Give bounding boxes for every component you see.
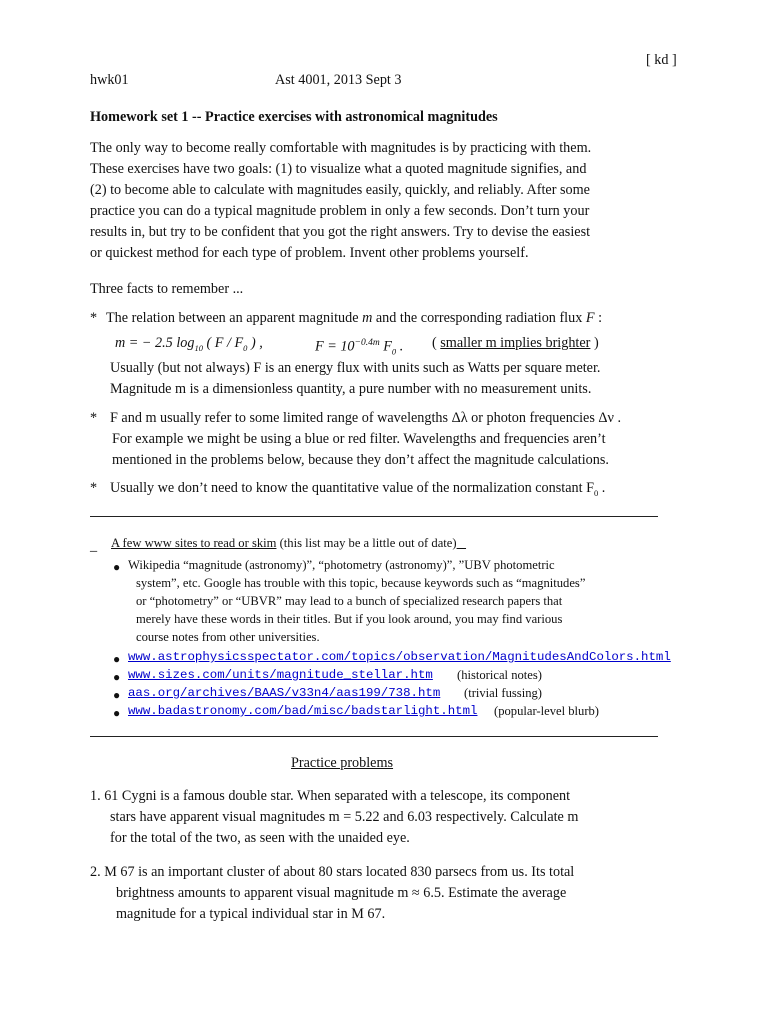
divider <box>90 736 658 737</box>
eq-text: F <box>379 338 392 355</box>
wiki-line: or “photometry” or “UBVR” may lead to a bunch of specialized research papers that <box>136 594 563 608</box>
facts-intro: Three facts to remember ... <box>90 281 244 297</box>
wiki-line: Wikipedia “magnitude (astronomy)”, “photometry (astronomy)”, ”UBV photometric <box>128 558 555 572</box>
problem-line: 1. 61 Cygni is a famous double star. When separated with a telescope, its component <box>90 788 571 804</box>
link-item <box>128 665 433 685</box>
intro-line: results in, but try to be confident that you got the right answers. Try to devise the easiest <box>90 224 591 240</box>
link-item <box>128 647 671 667</box>
course-date: Ast 4001, 2013 Sept 3 <box>275 72 402 88</box>
bullet-dot: ● <box>113 652 121 666</box>
bullet-star: * <box>90 410 98 426</box>
magnitude-equation <box>115 333 263 358</box>
bullet-dot: ● <box>113 560 121 574</box>
intro-line: (2) to become able to calculate with magnitudes easily, quickly, and reliably. After some <box>90 182 590 198</box>
intro-line: These exercises have two goals: (1) to visualize what a quoted magnitude signifies, and <box>90 161 587 177</box>
fact-text: : <box>594 310 603 326</box>
paren: ( <box>432 335 441 351</box>
link-note: (popular-level blurb) <box>494 704 600 718</box>
fact-1-line-2: Usually (but not always) F is an energy flux with units such as Watts per square meter. <box>110 360 601 376</box>
divider <box>90 516 658 517</box>
practice-heading: Practice problems <box>291 755 394 771</box>
fact-text: The relation between an apparent magnitude <box>106 310 363 326</box>
fact-2-line-2: For example we might be using a blue or red filter. Wavelengths and frequencies aren’t <box>112 431 606 447</box>
bullet-dot: ● <box>113 670 121 684</box>
dash-mark: – <box>90 543 98 559</box>
wiki-line: system”, etc. Google has trouble with this topic, because keywords such as “magnitudes” <box>136 576 586 590</box>
eq-text: m = − 2.5 log <box>115 335 195 351</box>
brightness-note <box>432 333 599 353</box>
bullet-dot: ● <box>113 688 121 702</box>
heading-note: (this list may be a little out of date) <box>276 536 457 550</box>
intro-line: The only way to become really comfortable with magnitudes is by practicing with them. <box>90 140 592 156</box>
fact-3-line <box>110 478 605 503</box>
problem-line: magnitude for a typical individual star in M 67. <box>116 906 386 922</box>
paren: ) <box>590 335 599 351</box>
eq-subscript: 10 <box>194 342 203 353</box>
link-item <box>128 683 440 703</box>
problem-line: stars have apparent visual magnitudes m = 5.22 and 6.03 respectively. Calculate m <box>110 809 579 825</box>
fact-1-line-1 <box>106 308 602 328</box>
problem-line: 2. M 67 is an important cluster of about 80 stars located 830 parsecs from us. Its total <box>90 864 575 880</box>
sites-heading <box>111 533 466 553</box>
fact-1-line-3: Magnitude m is a dimensionless quantity, a pure number with no measurement units. <box>110 381 592 397</box>
heading-text: A few www sites to read or skim <box>111 536 277 550</box>
eq-subscript: 0 <box>593 487 599 498</box>
eq-text: ) , <box>247 335 263 351</box>
fact-2-line-1: F and m usually refer to some limited range of wavelengths Δλ or photon frequencies Δν . <box>110 410 622 426</box>
eq-text: ( F / F <box>202 335 244 351</box>
bullet-star: * <box>90 480 98 496</box>
homework-id: hwk01 <box>90 72 129 88</box>
astrophysicsspectator-link[interactable]: www.astrophysicsspectator.com/topics/observation/MagnitudesAndColors.html <box>128 650 671 664</box>
bullet-star: * <box>90 310 98 326</box>
fact-text: . <box>598 480 606 496</box>
eq-superscript: −0.4m <box>354 338 380 348</box>
eq-subscript: 0 <box>391 346 397 357</box>
symbol-F: F <box>585 310 595 326</box>
note-text: smaller m implies brighter <box>440 335 591 351</box>
link-item <box>128 701 477 721</box>
fact-text: and the corresponding radiation flux <box>372 310 586 326</box>
link-note: (historical notes) <box>457 668 542 682</box>
symbol-m: m <box>362 310 373 326</box>
page-title: Homework set 1 -- Practice exercises with astronomical magnitudes <box>90 109 498 125</box>
sizes-link[interactable]: www.sizes.com/units/magnitude_stellar.htm <box>128 668 433 682</box>
intro-line: or quickest method for each type of problem. Invent other problems yourself. <box>90 245 529 261</box>
badastronomy-link[interactable]: www.badastronomy.com/bad/misc/badstarlight.html <box>128 704 478 718</box>
eq-text: F = 10 <box>315 338 355 355</box>
bullet-dot: ● <box>113 706 121 720</box>
wiki-line: merely have these words in their titles. But if you look around, you may find various <box>136 612 563 626</box>
link-note: (trivial fussing) <box>464 686 542 700</box>
eq-subscript: 0 <box>243 342 248 353</box>
wiki-line: course notes from other universities. <box>136 630 320 644</box>
fact-text: Usually we don’t need to know the quantitative value of the normalization constant F <box>110 480 594 496</box>
header-tag: [ kd ] <box>646 52 677 68</box>
fact-2-line-3: mentioned in the problems below, because they don’t affect the magnitude calculations. <box>112 452 609 468</box>
intro-line: practice you can do a typical magnitude problem in only a few seconds. Don’t turn your <box>90 203 590 219</box>
eq-text: . <box>396 338 404 355</box>
problem-line: for the total of the two, as seen with the unaided eye. <box>110 830 410 846</box>
problem-line: brightness amounts to apparent visual magnitude m ≈ 6.5. Estimate the average <box>116 885 567 901</box>
aas-link[interactable]: aas.org/archives/BAAS/v33n4/aas199/738.htm <box>128 686 441 700</box>
